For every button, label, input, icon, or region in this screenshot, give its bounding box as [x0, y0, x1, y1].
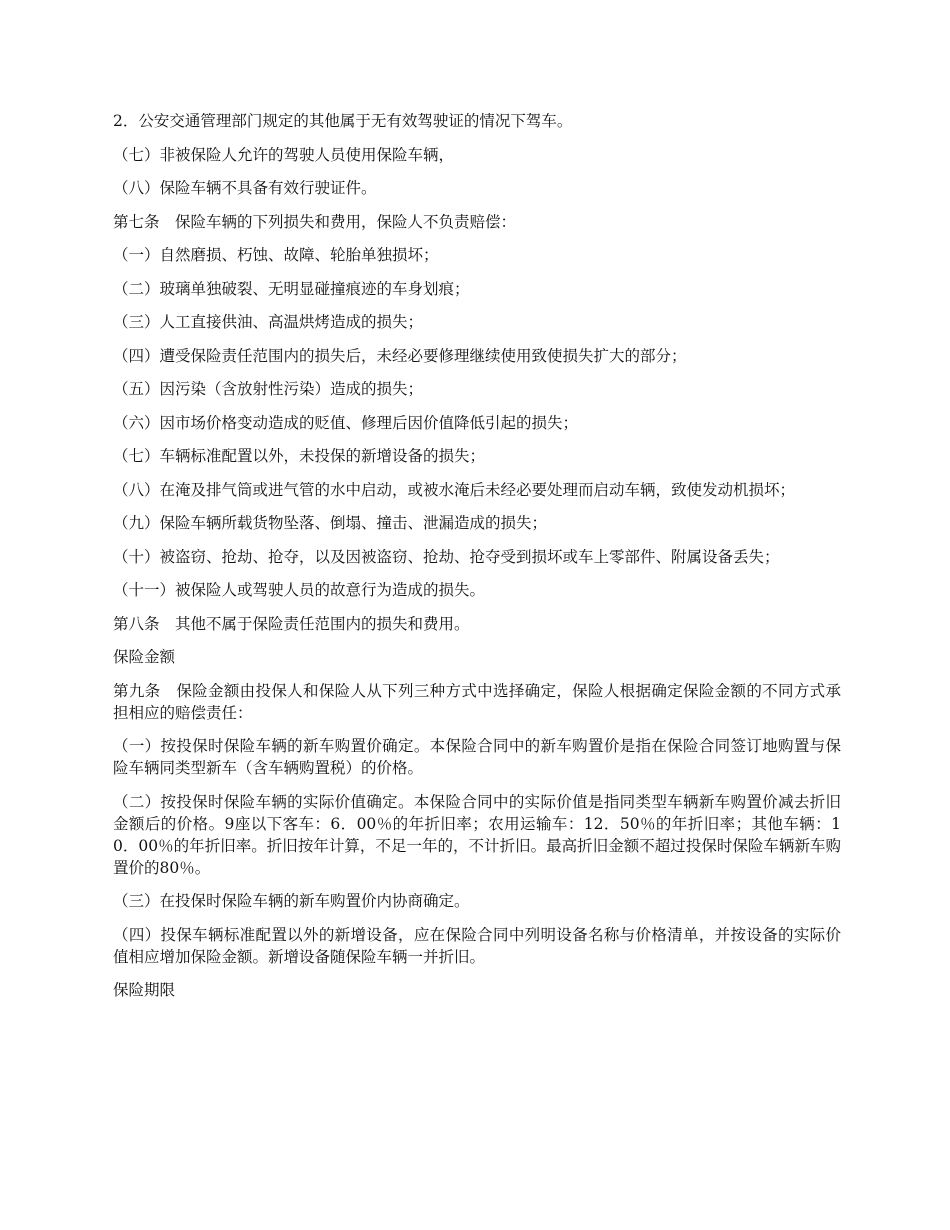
paragraph-article-7: 第七条 保险车辆的下列损失和费用，保险人不负责赔偿： [113, 212, 517, 231]
paragraph-a7-item-5: （五）因污染（含放射性污染）造成的损失； [113, 380, 424, 398]
paragraph-a7-item-11: （十一）被保险人或驾驶人员的故意行为造成的损失。 [113, 581, 486, 599]
paragraph-a7-item-7: （七）车辆标准配置以外，未投保的新增设备的损失； [113, 447, 486, 465]
document-page [113, 110, 841, 1013]
paragraph-a9-item-3: （三）在投保时保险车辆的新车购置价内协商确定。 [113, 892, 470, 910]
paragraph-a7-item-2: （二）玻璃单独破裂、无明显碰撞痕迹的车身划痕； [113, 279, 470, 298]
paragraph-item-8: （八）保险车辆不具备有效行驶证件。 [113, 179, 377, 197]
paragraph-a9-item-1: （一）按投保时保险车辆的新车购置价确定。本保险合同中的新车购置价是指在保险合同签订地购置与保险车辆同类型新车（含车辆购置税）的价格。 [113, 737, 841, 777]
paragraph-clause-2: 2．公安交通管理部门规定的其他属于无有效驾驶证的情况下驾车。 [113, 112, 573, 130]
paragraph-a7-item-3: （三）人工直接供油、高温烘烤造成的损失； [113, 313, 424, 331]
paragraph-a9-item-2: （二）按投保时保险车辆的实际价值确定。本保险合同中的实际价值是指同类型车辆新车购置价减去折旧金额后的价格。9座以下客车：6．00％的年折旧率；农用运输车：12．50％的年折旧率；其他车辆：10．00％的年折旧率。折旧按年计算，不足一年的，不计折旧。最高折旧金额不超过投保时保险车辆新车购置价的80％。 [113, 792, 841, 877]
paragraph-a7-item-9: （九）保险车辆所载货物坠落、倒塌、撞击、泄漏造成的损失； [113, 514, 548, 532]
paragraph-a7-item-1: （一）自然磨损、朽蚀、故障、轮胎单独损坏； [113, 246, 439, 264]
paragraph-a7-item-6: （六）因市场价格变动造成的贬值、修理后因价值降低引起的损失； [113, 413, 579, 432]
paragraph-article-8: 第八条 其他不属于保险责任范围内的损失和费用。 [113, 614, 470, 633]
paragraph-a7-item-4: （四）遭受保险责任范围内的损失后，未经必要修理继续使用致使损失扩大的部分； [113, 346, 687, 365]
section-heading-insurance-period: 保险期限 [113, 981, 176, 999]
paragraph-a9-item-4: （四）投保车辆标准配置以外的新增设备，应在保险合同中列明设备名称与价格清单，并按设备的实际价值相应增加保险金额。新增设备随保险车辆一并折旧。 [113, 925, 841, 966]
paragraph-item-7: （七）非被保险人允许的驾驶人员使用保险车辆， [113, 145, 455, 164]
paragraph-a7-item-8: （八）在淹及排气筒或进气管的水中启动，或被水淹后未经必要处理而启动车辆，致使发动机损坏； [113, 480, 796, 499]
paragraph-a7-item-10: （十）被盗窃、抢劫、抢夺，以及因被盗窃、抢劫、抢夺受到损坏或车上零部件、附属设备丢失； [113, 547, 780, 566]
section-heading-insured-amount: 保险金额 [113, 648, 176, 666]
paragraph-article-9: 第九条 保险金额由投保人和保险人从下列三种方式中选择确定，保险人根据确定保险金额的不同方式承担相应的赔偿责任： [113, 681, 841, 722]
